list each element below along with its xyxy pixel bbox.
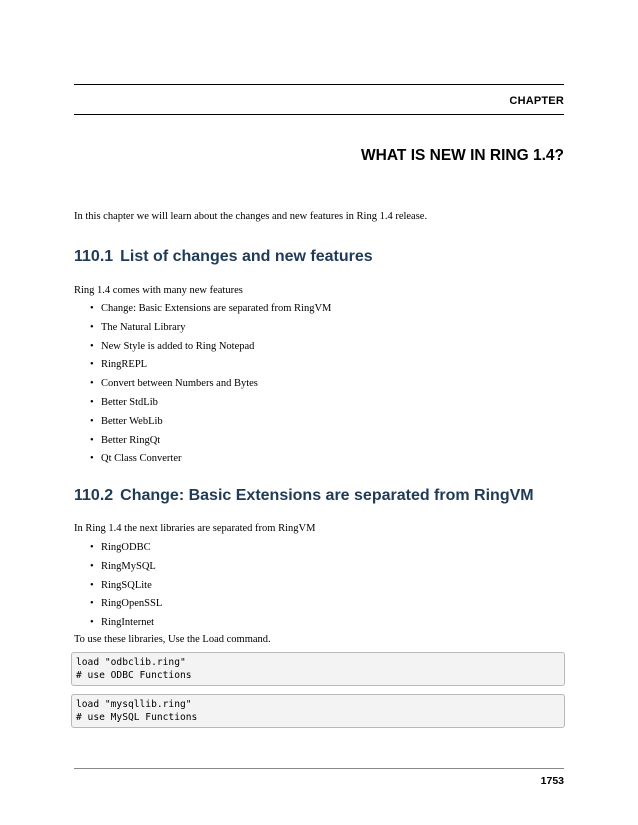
list-item-label: Better StdLib [101, 396, 158, 408]
list-item-label: RingOpenSSL [101, 598, 163, 610]
section-heading-1 [74, 248, 373, 266]
list-item-label: Change: Basic Extensions are separated from RingVM [101, 303, 332, 314]
bullet-icon: • [90, 579, 94, 591]
chapter-label: CHAPTER [509, 95, 564, 107]
header-bottom-rule [74, 114, 564, 115]
code-line: # use ODBC Functions [76, 670, 192, 681]
list-item-label: New Style is added to Ring Notepad [101, 340, 255, 352]
bullet-icon: • [90, 378, 94, 390]
bullet-icon: • [90, 598, 94, 610]
section-number-1: 110.1 [74, 248, 114, 265]
list-item-label: RingSQLite [101, 579, 152, 591]
list-item [90, 560, 162, 579]
bullet-icon: • [90, 321, 94, 333]
bullet-icon: • [90, 434, 94, 446]
chapter-title: WHAT IS NEW IN RING 1.4? [361, 147, 564, 164]
bullet-icon: • [90, 340, 94, 352]
list-item-label: Better RingQt [101, 434, 161, 446]
intro-paragraph: In this chapter we will learn about the changes and new features in Ring 1.4 release. [74, 211, 428, 222]
list-item [90, 340, 331, 359]
list-item [90, 415, 331, 434]
bullet-icon: • [90, 415, 94, 427]
code-block-odbc [71, 652, 565, 686]
features-list [90, 302, 331, 471]
libraries-list [90, 541, 162, 635]
list-item [90, 377, 331, 396]
code-block-mysql [71, 694, 565, 728]
list-item [90, 302, 331, 321]
bullet-icon: • [90, 542, 94, 553]
section-title-1: List of changes and new features [120, 248, 373, 265]
code-line: load "odbclib.ring" [76, 657, 186, 668]
code-line: load "mysqllib.ring" [76, 699, 192, 710]
list-item [90, 541, 162, 560]
list-item-label: Convert between Numbers and Bytes [101, 378, 258, 390]
section-number-2: 110.2 [74, 487, 114, 504]
header-top-rule [74, 84, 564, 85]
bullet-icon: • [90, 303, 94, 314]
list-item-label: RingODBC [101, 542, 151, 553]
list-item [90, 597, 162, 616]
usage-paragraph: To use these libraries, Use the Load command. [74, 634, 271, 645]
list-item-label: Qt Class Converter [101, 453, 182, 465]
list-item [90, 579, 162, 598]
code-line: # use MySQL Functions [76, 712, 198, 723]
section-title-2: Change: Basic Extensions are separated from RingVM [120, 487, 534, 504]
list-item [90, 396, 331, 415]
list-item-label: RingInternet [101, 617, 155, 629]
list-item-label: Better WebLib [101, 415, 163, 427]
bullet-icon: • [90, 560, 94, 572]
bullet-icon: • [90, 396, 94, 408]
bullet-icon: • [90, 359, 94, 371]
list-item-label: The Natural Library [101, 321, 186, 333]
list-item [90, 452, 331, 471]
page-number: 1753 [540, 775, 564, 787]
list-item [90, 434, 331, 453]
list-item-label: RingMySQL [101, 560, 156, 572]
footer-rule [74, 768, 564, 769]
bullet-icon: • [90, 617, 94, 629]
bullet-icon: • [90, 453, 94, 465]
list-item [90, 321, 331, 340]
section1-lead: Ring 1.4 comes with many new features [74, 285, 243, 296]
list-item-label: RingREPL [101, 359, 148, 371]
section-heading-2 [74, 487, 534, 505]
section2-lead: In Ring 1.4 the next libraries are separated from RingVM [74, 523, 316, 534]
list-item [90, 358, 331, 377]
